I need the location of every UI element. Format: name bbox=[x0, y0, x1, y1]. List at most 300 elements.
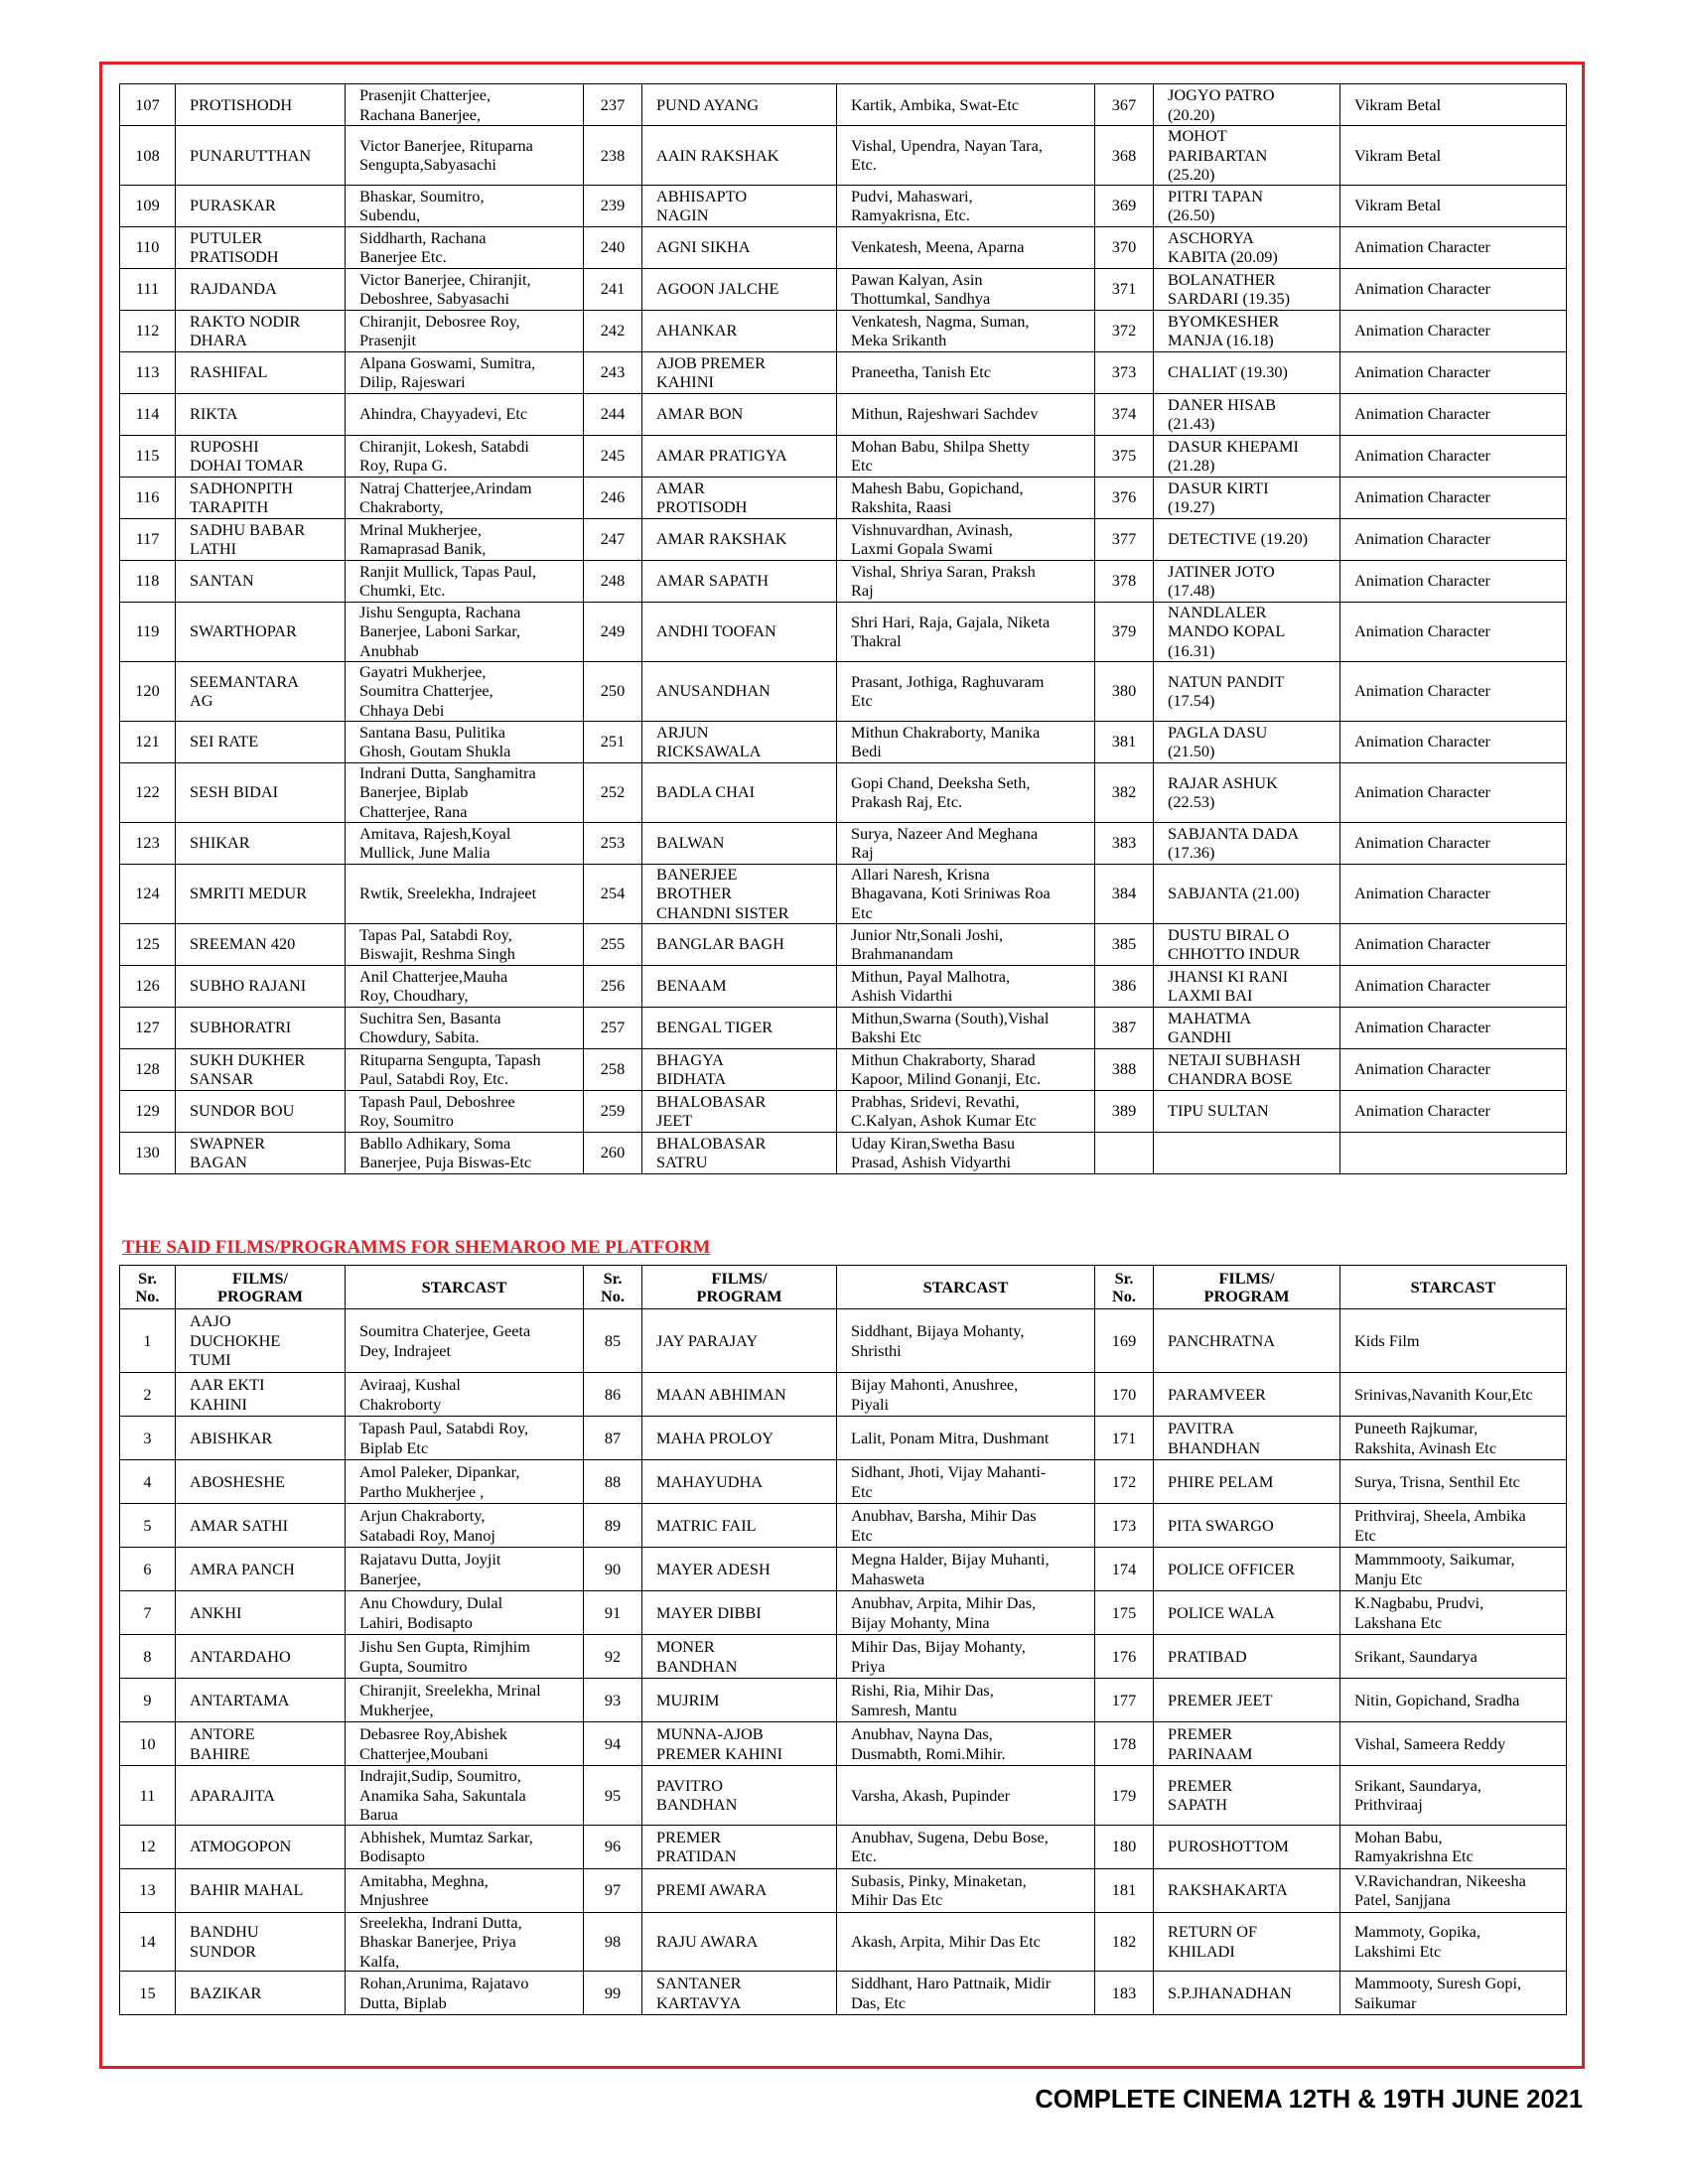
starcast-cell: Natraj Chatterjee,Arindam Chakraborty, bbox=[346, 477, 584, 518]
films-table-shemaroo-body bbox=[120, 1309, 1567, 2015]
film-title-cell: SUBHORATRI bbox=[176, 1007, 346, 1048]
sr-no-cell: 241 bbox=[584, 268, 642, 310]
table-row bbox=[120, 923, 1567, 965]
table-row bbox=[120, 864, 1567, 923]
header-sr-no: Sr. No. bbox=[584, 1266, 642, 1309]
starcast-cell: Jishu Sen Gupta, Rimjhim Gupta, Soumitro bbox=[346, 1635, 584, 1679]
starcast-cell: Puneeth Rajkumar, Rakshita, Avinash Etc bbox=[1340, 1417, 1567, 1460]
sr-no-cell: 375 bbox=[1095, 435, 1154, 477]
film-title-cell: AMAR PROTISODH bbox=[642, 477, 837, 518]
starcast-cell: Prasenjit Chatterjee, Rachana Banerjee, bbox=[346, 84, 584, 126]
film-title-cell: ANDHI TOOFAN bbox=[642, 602, 837, 661]
starcast-cell: Surya, Trisna, Senthil Etc bbox=[1340, 1460, 1567, 1504]
table-row bbox=[120, 1679, 1567, 1722]
sr-no-cell: 381 bbox=[1095, 721, 1154, 762]
film-title-cell: PURASKAR bbox=[176, 185, 346, 226]
header-starcast: STARCAST bbox=[1340, 1266, 1567, 1309]
film-title-cell: JHANSI KI RANI LAXMI BAI bbox=[1154, 965, 1340, 1007]
starcast-cell: Animation Character bbox=[1340, 1007, 1567, 1048]
table-row bbox=[120, 1868, 1567, 1912]
starcast-cell: Rituparna Sengupta, Tapash Paul, Satabdi Roy, Etc. bbox=[346, 1048, 584, 1090]
starcast-cell: Soumitra Chaterjee, Geeta Dey, Indrajeet bbox=[346, 1309, 584, 1373]
starcast-cell: Venkatesh, Nagma, Suman, Meka Srikanth bbox=[837, 310, 1095, 351]
table-header-row bbox=[120, 1266, 1567, 1309]
film-title-cell: PREMER JEET bbox=[1154, 1679, 1340, 1722]
sr-no-cell: 257 bbox=[584, 1007, 642, 1048]
film-title-cell: PAGLA DASU (21.50) bbox=[1154, 721, 1340, 762]
table-row bbox=[120, 1090, 1567, 1132]
film-title-cell: MUNNA-AJOB PREMER KAHINI bbox=[642, 1722, 837, 1766]
film-title-cell: BALWAN bbox=[642, 822, 837, 864]
sr-no-cell: 380 bbox=[1095, 661, 1154, 721]
film-title-cell: MAHAYUDHA bbox=[642, 1460, 837, 1504]
starcast-cell: Animation Character bbox=[1340, 1048, 1567, 1090]
sr-no-cell: 112 bbox=[120, 310, 176, 351]
film-title-cell: JOGYO PATRO (20.20) bbox=[1154, 84, 1340, 126]
starcast-cell: Animation Character bbox=[1340, 393, 1567, 435]
sr-no-cell: 116 bbox=[120, 477, 176, 518]
starcast-cell: Amitava, Rajesh,Koyal Mullick, June Malia bbox=[346, 822, 584, 864]
sr-no-cell: 238 bbox=[584, 126, 642, 186]
sr-no-cell: 86 bbox=[584, 1373, 642, 1417]
starcast-cell: Nitin, Gopichand, Sradha bbox=[1340, 1679, 1567, 1722]
film-title-cell: NETAJI SUBHASH CHANDRA BOSE bbox=[1154, 1048, 1340, 1090]
sr-no-cell: 175 bbox=[1095, 1591, 1154, 1635]
starcast-cell: Amitabha, Meghna, Mnjushree bbox=[346, 1868, 584, 1912]
starcast-cell: Animation Character bbox=[1340, 477, 1567, 518]
sr-no-cell: 115 bbox=[120, 435, 176, 477]
starcast-cell: Sreelekha, Indrani Dutta, Bhaskar Banerjee, Priya Kalfa, bbox=[346, 1912, 584, 1972]
film-title-cell: JAY PARAJAY bbox=[642, 1309, 837, 1373]
table-row bbox=[120, 1309, 1567, 1373]
sr-no-cell: 371 bbox=[1095, 268, 1154, 310]
starcast-cell: Debasree Roy,Abishek Chatterjee,Moubani bbox=[346, 1722, 584, 1766]
sr-no-cell: 246 bbox=[584, 477, 642, 518]
table-row bbox=[120, 560, 1567, 602]
film-title-cell: DUSTU BIRAL O CHHOTTO INDUR bbox=[1154, 923, 1340, 965]
starcast-cell: Alpana Goswami, Sumitra, Dilip, Rajeswari bbox=[346, 351, 584, 393]
sr-no-cell: 171 bbox=[1095, 1417, 1154, 1460]
film-title-cell bbox=[1154, 1132, 1340, 1173]
film-title-cell: PREMI AWARA bbox=[642, 1868, 837, 1912]
starcast-cell: Mammmooty, Saikumar, Manju Etc bbox=[1340, 1548, 1567, 1591]
starcast-cell: Mithun Chakraborty, Sharad Kapoor, Milind Gonanji, Etc. bbox=[837, 1048, 1095, 1090]
film-title-cell: BAZIKAR bbox=[176, 1972, 346, 2015]
sr-no-cell: 122 bbox=[120, 762, 176, 822]
sr-no-cell: 247 bbox=[584, 518, 642, 560]
sr-no-cell: 107 bbox=[120, 84, 176, 126]
film-title-cell: BANERJEE BROTHER CHANDNI SISTER bbox=[642, 864, 837, 923]
sr-no-cell: 174 bbox=[1095, 1548, 1154, 1591]
film-title-cell: BANGLAR BAGH bbox=[642, 923, 837, 965]
film-title-cell: ANTARDAHO bbox=[176, 1635, 346, 1679]
sr-no-cell: 92 bbox=[584, 1635, 642, 1679]
starcast-cell: Animation Character bbox=[1340, 351, 1567, 393]
starcast-cell: Animation Character bbox=[1340, 864, 1567, 923]
starcast-cell: Anil Chatterjee,Mauha Roy, Choudhary, bbox=[346, 965, 584, 1007]
table-row bbox=[120, 1825, 1567, 1868]
film-title-cell: BHALOBASAR SATRU bbox=[642, 1132, 837, 1173]
starcast-cell: Vishal, Sameera Reddy bbox=[1340, 1722, 1567, 1766]
sr-no-cell: 99 bbox=[584, 1972, 642, 2015]
starcast-cell: Suchitra Sen, Basanta Chowdury, Sabita. bbox=[346, 1007, 584, 1048]
table-row bbox=[120, 310, 1567, 351]
sr-no-cell: 180 bbox=[1095, 1825, 1154, 1868]
sr-no-cell: 254 bbox=[584, 864, 642, 923]
sr-no-cell: 385 bbox=[1095, 923, 1154, 965]
starcast-cell: Junior Ntr,Sonali Joshi, Brahmanandam bbox=[837, 923, 1095, 965]
starcast-cell: Rishi, Ria, Mihir Das, Samresh, Mantu bbox=[837, 1679, 1095, 1722]
starcast-cell: Surya, Nazeer And Meghana Raj bbox=[837, 822, 1095, 864]
film-title-cell: AJOB PREMER KAHINI bbox=[642, 351, 837, 393]
sr-no-cell: 388 bbox=[1095, 1048, 1154, 1090]
sr-no-cell: 111 bbox=[120, 268, 176, 310]
starcast-cell: Abhishek, Mumtaz Sarkar, Bodisapto bbox=[346, 1825, 584, 1868]
sr-no-cell: 127 bbox=[120, 1007, 176, 1048]
table-row bbox=[120, 226, 1567, 268]
starcast-cell: Mithun,Swarna (South),Vishal Bakshi Etc bbox=[837, 1007, 1095, 1048]
sr-no-cell: 96 bbox=[584, 1825, 642, 1868]
film-title-cell: RUPOSHI DOHAI TOMAR bbox=[176, 435, 346, 477]
sr-no-cell: 255 bbox=[584, 923, 642, 965]
sr-no-cell: 182 bbox=[1095, 1912, 1154, 1972]
starcast-cell: Animation Character bbox=[1340, 822, 1567, 864]
starcast-cell: Chiranjit, Sreelekha, Mrinal Mukherjee, bbox=[346, 1679, 584, 1722]
film-title-cell: MATRIC FAIL bbox=[642, 1504, 837, 1548]
starcast-cell: Allari Naresh, Krisna Bhagavana, Koti Sriniwas Roa Etc bbox=[837, 864, 1095, 923]
sr-no-cell: 126 bbox=[120, 965, 176, 1007]
sr-no-cell: 129 bbox=[120, 1090, 176, 1132]
film-title-cell: SWAPNER BAGAN bbox=[176, 1132, 346, 1173]
table-row bbox=[120, 1722, 1567, 1766]
film-title-cell: MAHA PROLOY bbox=[642, 1417, 837, 1460]
starcast-cell: Amol Paleker, Dipankar, Partho Mukherjee , bbox=[346, 1460, 584, 1504]
sr-no-cell: 8 bbox=[120, 1635, 176, 1679]
starcast-cell: Prasant, Jothiga, Raghuvaram Etc bbox=[837, 661, 1095, 721]
sr-no-cell: 5 bbox=[120, 1504, 176, 1548]
film-title-cell: AHANKAR bbox=[642, 310, 837, 351]
sr-no-cell: 374 bbox=[1095, 393, 1154, 435]
starcast-cell: Vishal, Upendra, Nayan Tara, Etc. bbox=[837, 126, 1095, 186]
sr-no-cell: 373 bbox=[1095, 351, 1154, 393]
film-title-cell: ABOSHESHE bbox=[176, 1460, 346, 1504]
film-title-cell: SESH BIDAI bbox=[176, 762, 346, 822]
starcast-cell: Kids Film bbox=[1340, 1309, 1567, 1373]
sr-no-cell: 95 bbox=[584, 1766, 642, 1826]
sr-no-cell: 382 bbox=[1095, 762, 1154, 822]
footer-issue-line: COMPLETE CINEMA 12TH & 19TH JUNE 2021 bbox=[1035, 2086, 1583, 2114]
sr-no-cell: 13 bbox=[120, 1868, 176, 1912]
film-title-cell: DANER HISAB (21.43) bbox=[1154, 393, 1340, 435]
header-sr-no: Sr. No. bbox=[1095, 1266, 1154, 1309]
film-title-cell: RETURN OF KHILADI bbox=[1154, 1912, 1340, 1972]
sr-no-cell: 389 bbox=[1095, 1090, 1154, 1132]
sr-no-cell: 386 bbox=[1095, 965, 1154, 1007]
film-title-cell: ANUSANDHAN bbox=[642, 661, 837, 721]
sr-no-cell: 178 bbox=[1095, 1722, 1154, 1766]
film-title-cell: ANTARTAMA bbox=[176, 1679, 346, 1722]
table-row bbox=[120, 1417, 1567, 1460]
starcast-cell: Bijay Mahonti, Anushree, Piyali bbox=[837, 1373, 1095, 1417]
table-row bbox=[120, 762, 1567, 822]
table-row bbox=[120, 393, 1567, 435]
starcast-cell: Animation Character bbox=[1340, 560, 1567, 602]
film-title-cell: ANTORE BAHIRE bbox=[176, 1722, 346, 1766]
table-row bbox=[120, 661, 1567, 721]
starcast-cell: Babllo Adhikary, Soma Banerjee, Puja Biswas-Etc bbox=[346, 1132, 584, 1173]
film-title-cell: ABISHKAR bbox=[176, 1417, 346, 1460]
film-title-cell: BYOMKESHER MANJA (16.18) bbox=[1154, 310, 1340, 351]
sr-no-cell: 183 bbox=[1095, 1972, 1154, 2015]
starcast-cell: Rwtik, Sreelekha, Indrajeet bbox=[346, 864, 584, 923]
table-row bbox=[120, 126, 1567, 186]
header-film: FILMS/ PROGRAM bbox=[176, 1266, 346, 1309]
sr-no-cell: 108 bbox=[120, 126, 176, 186]
starcast-cell: Srinivas,Navanith Kour,Etc bbox=[1340, 1373, 1567, 1417]
sr-no-cell: 240 bbox=[584, 226, 642, 268]
section-title: THE SAID FILMS/PROGRAMMS FOR SHEMAROO ME PLATFORM bbox=[122, 1237, 711, 1258]
film-title-cell: SHIKAR bbox=[176, 822, 346, 864]
starcast-cell: Varsha, Akash, Pupinder bbox=[837, 1766, 1095, 1826]
starcast-cell: Anu Chowdury, Dulal Lahiri, Bodisapto bbox=[346, 1591, 584, 1635]
film-title-cell: PHIRE PELAM bbox=[1154, 1460, 1340, 1504]
table-row bbox=[120, 1591, 1567, 1635]
sr-no-cell: 376 bbox=[1095, 477, 1154, 518]
starcast-cell: Anubhav, Sugena, Debu Bose, Etc. bbox=[837, 1825, 1095, 1868]
sr-no-cell: 117 bbox=[120, 518, 176, 560]
film-title-cell: PANCHRATNA bbox=[1154, 1309, 1340, 1373]
sr-no-cell: 120 bbox=[120, 661, 176, 721]
sr-no-cell: 85 bbox=[584, 1309, 642, 1373]
starcast-cell: Chiranjit, Debosree Roy, Prasenjit bbox=[346, 310, 584, 351]
film-title-cell: SEEMANTARA AG bbox=[176, 661, 346, 721]
starcast-cell: Pawan Kalyan, Asin Thottumkal, Sandhya bbox=[837, 268, 1095, 310]
sr-no-cell: 169 bbox=[1095, 1309, 1154, 1373]
starcast-cell: Vishal, Shriya Saran, Praksh Raj bbox=[837, 560, 1095, 602]
sr-no-cell: 123 bbox=[120, 822, 176, 864]
sr-no-cell: 384 bbox=[1095, 864, 1154, 923]
sr-no-cell: 14 bbox=[120, 1912, 176, 1972]
sr-no-cell: 93 bbox=[584, 1679, 642, 1722]
table-row bbox=[120, 1132, 1567, 1173]
starcast-cell: Animation Character bbox=[1340, 602, 1567, 661]
table-row bbox=[120, 1460, 1567, 1504]
sr-no-cell: 11 bbox=[120, 1766, 176, 1826]
starcast-cell: Mithun, Payal Malhotra, Ashish Vidarthi bbox=[837, 965, 1095, 1007]
film-title-cell: AMAR SAPATH bbox=[642, 560, 837, 602]
sr-no-cell: 256 bbox=[584, 965, 642, 1007]
sr-no-cell: 370 bbox=[1095, 226, 1154, 268]
sr-no-cell: 245 bbox=[584, 435, 642, 477]
starcast-cell: Rajatavu Dutta, Joyjit Banerjee, bbox=[346, 1548, 584, 1591]
table-row bbox=[120, 435, 1567, 477]
film-title-cell: AMAR BON bbox=[642, 393, 837, 435]
sr-no-cell: 3 bbox=[120, 1417, 176, 1460]
starcast-cell: Mohan Babu, Ramyakrishna Etc bbox=[1340, 1825, 1567, 1868]
film-title-cell: ABHISAPTO NAGIN bbox=[642, 185, 837, 226]
starcast-cell: Siddharth, Rachana Banerjee Etc. bbox=[346, 226, 584, 268]
starcast-cell: Animation Character bbox=[1340, 661, 1567, 721]
starcast-cell: Gopi Chand, Deeksha Seth, Prakash Raj, Etc. bbox=[837, 762, 1095, 822]
film-title-cell: SUNDOR BOU bbox=[176, 1090, 346, 1132]
starcast-cell: Santana Basu, Pulitika Ghosh, Goutam Shukla bbox=[346, 721, 584, 762]
starcast-cell: Mammooty, Suresh Gopi, Saikumar bbox=[1340, 1972, 1567, 2015]
table-row bbox=[120, 1548, 1567, 1591]
starcast-cell: Prabhas, Sridevi, Revathi, C.Kalyan, Ashok Kumar Etc bbox=[837, 1090, 1095, 1132]
film-title-cell: CHALIAT (19.30) bbox=[1154, 351, 1340, 393]
film-title-cell: PITRI TAPAN (26.50) bbox=[1154, 185, 1340, 226]
film-title-cell: POLICE WALA bbox=[1154, 1591, 1340, 1635]
film-title-cell: PUTULER PRATISODH bbox=[176, 226, 346, 268]
sr-no-cell: 251 bbox=[584, 721, 642, 762]
sr-no-cell: 121 bbox=[120, 721, 176, 762]
table-row bbox=[120, 602, 1567, 661]
table-row bbox=[120, 1504, 1567, 1548]
film-title-cell: MAAN ABHIMAN bbox=[642, 1373, 837, 1417]
starcast-cell: Ahindra, Chayyadevi, Etc bbox=[346, 393, 584, 435]
header-sr-no: Sr. No. bbox=[120, 1266, 176, 1309]
film-title-cell: DASUR KIRTI (19.27) bbox=[1154, 477, 1340, 518]
sr-no-cell: 114 bbox=[120, 393, 176, 435]
sr-no-cell: 252 bbox=[584, 762, 642, 822]
film-title-cell: SREEMAN 420 bbox=[176, 923, 346, 965]
film-title-cell: PUROSHOTTOM bbox=[1154, 1825, 1340, 1868]
film-title-cell: AMRA PANCH bbox=[176, 1548, 346, 1591]
starcast-cell: Lalit, Ponam Mitra, Dushmant bbox=[837, 1417, 1095, 1460]
table-row bbox=[120, 1373, 1567, 1417]
film-title-cell: ASCHORYA KABITA (20.09) bbox=[1154, 226, 1340, 268]
starcast-cell: Indrajit,Sudip, Soumitro, Anamika Saha, Sakuntala Barua bbox=[346, 1766, 584, 1826]
film-title-cell: BADLA CHAI bbox=[642, 762, 837, 822]
starcast-cell: Siddhant, Bijaya Mohanty, Shristhi bbox=[837, 1309, 1095, 1373]
sr-no-cell: 109 bbox=[120, 185, 176, 226]
film-title-cell: AMAR RAKSHAK bbox=[642, 518, 837, 560]
films-table-upper-body bbox=[120, 84, 1567, 1174]
film-title-cell: TIPU SULTAN bbox=[1154, 1090, 1340, 1132]
sr-no-cell: 110 bbox=[120, 226, 176, 268]
film-title-cell: SANTAN bbox=[176, 560, 346, 602]
sr-no-cell: 87 bbox=[584, 1417, 642, 1460]
film-title-cell: PROTISHODH bbox=[176, 84, 346, 126]
sr-no-cell: 10 bbox=[120, 1722, 176, 1766]
starcast-cell: K.Nagbabu, Prudvi, Lakshana Etc bbox=[1340, 1591, 1567, 1635]
starcast-cell: Animation Character bbox=[1340, 518, 1567, 560]
sr-no-cell: 7 bbox=[120, 1591, 176, 1635]
film-title-cell: MAYER DIBBI bbox=[642, 1591, 837, 1635]
film-title-cell: BENAAM bbox=[642, 965, 837, 1007]
table-row bbox=[120, 1007, 1567, 1048]
sr-no-cell: 173 bbox=[1095, 1504, 1154, 1548]
sr-no-cell: 383 bbox=[1095, 822, 1154, 864]
film-title-cell: ARJUN RICKSAWALA bbox=[642, 721, 837, 762]
sr-no-cell: 377 bbox=[1095, 518, 1154, 560]
film-title-cell: RAJU AWARA bbox=[642, 1912, 837, 1972]
film-title-cell: PUNARUTTHAN bbox=[176, 126, 346, 186]
starcast-cell: Prithviraj, Sheela, Ambika Etc bbox=[1340, 1504, 1567, 1548]
film-title-cell: SWARTHOPAR bbox=[176, 602, 346, 661]
starcast-cell: Anubhav, Nayna Das, Dusmabth, Romi.Mihir. bbox=[837, 1722, 1095, 1766]
sr-no-cell: 242 bbox=[584, 310, 642, 351]
sr-no-cell: 1 bbox=[120, 1309, 176, 1373]
table-row bbox=[120, 721, 1567, 762]
film-title-cell: PAVITRO BANDHAN bbox=[642, 1766, 837, 1826]
table-row bbox=[120, 1912, 1567, 1972]
starcast-cell: Animation Character bbox=[1340, 965, 1567, 1007]
sr-no-cell: 369 bbox=[1095, 185, 1154, 226]
film-title-cell: BHAGYA BIDHATA bbox=[642, 1048, 837, 1090]
film-title-cell: SABJANTA DADA (17.36) bbox=[1154, 822, 1340, 864]
sr-no-cell: 89 bbox=[584, 1504, 642, 1548]
sr-no-cell: 4 bbox=[120, 1460, 176, 1504]
film-title-cell: AAJO DUCHOKHE TUMI bbox=[176, 1309, 346, 1373]
film-title-cell: AMAR SATHI bbox=[176, 1504, 346, 1548]
starcast-cell: Kartik, Ambika, Swat-Etc bbox=[837, 84, 1095, 126]
film-title-cell: MAYER ADESH bbox=[642, 1548, 837, 1591]
film-title-cell: SANTANER KARTAVYA bbox=[642, 1972, 837, 2015]
starcast-cell: Victor Banerjee, Rituparna Sengupta,Sabyasachi bbox=[346, 126, 584, 186]
sr-no-cell: 119 bbox=[120, 602, 176, 661]
table-row bbox=[120, 965, 1567, 1007]
film-title-cell: RASHIFAL bbox=[176, 351, 346, 393]
starcast-cell: Praneetha, Tanish Etc bbox=[837, 351, 1095, 393]
starcast-cell: Bhaskar, Soumitro, Subendu, bbox=[346, 185, 584, 226]
sr-no-cell: 177 bbox=[1095, 1679, 1154, 1722]
starcast-cell: Mohan Babu, Shilpa Shetty Etc bbox=[837, 435, 1095, 477]
sr-no-cell: 248 bbox=[584, 560, 642, 602]
sr-no-cell: 243 bbox=[584, 351, 642, 393]
sr-no-cell: 118 bbox=[120, 560, 176, 602]
header-starcast: STARCAST bbox=[837, 1266, 1095, 1309]
film-title-cell: MONER BANDHAN bbox=[642, 1635, 837, 1679]
sr-no-cell: 12 bbox=[120, 1825, 176, 1868]
starcast-cell: Gayatri Mukherjee, Soumitra Chatterjee, Chhaya Debi bbox=[346, 661, 584, 721]
sr-no-cell: 368 bbox=[1095, 126, 1154, 186]
starcast-cell: Megna Halder, Bijay Muhanti, Mahasweta bbox=[837, 1548, 1095, 1591]
sr-no-cell: 88 bbox=[584, 1460, 642, 1504]
starcast-cell: Animation Character bbox=[1340, 762, 1567, 822]
film-title-cell: SADHONPITH TARAPITH bbox=[176, 477, 346, 518]
table-row bbox=[120, 822, 1567, 864]
starcast-cell: Pudvi, Mahaswari, Ramyakrisna, Etc. bbox=[837, 185, 1095, 226]
film-title-cell: RIKTA bbox=[176, 393, 346, 435]
sr-no-cell: 113 bbox=[120, 351, 176, 393]
starcast-cell: Mihir Das, Bijay Mohanty, Priya bbox=[837, 1635, 1095, 1679]
starcast-cell: Ranjit Mullick, Tapas Paul, Chumki, Etc. bbox=[346, 560, 584, 602]
table-row bbox=[120, 518, 1567, 560]
film-title-cell: AMAR PRATIGYA bbox=[642, 435, 837, 477]
sr-no-cell bbox=[1095, 1132, 1154, 1173]
film-title-cell: APARAJITA bbox=[176, 1766, 346, 1826]
film-title-cell: RAJAR ASHUK (22.53) bbox=[1154, 762, 1340, 822]
film-title-cell: MAHATMA GANDHI bbox=[1154, 1007, 1340, 1048]
sr-no-cell: 128 bbox=[120, 1048, 176, 1090]
starcast-cell: Tapas Pal, Satabdi Roy, Biswajit, Reshma Singh bbox=[346, 923, 584, 965]
sr-no-cell: 9 bbox=[120, 1679, 176, 1722]
starcast-cell: Shri Hari, Raja, Gajala, Niketa Thakral bbox=[837, 602, 1095, 661]
starcast-cell: Tapash Paul, Deboshree Roy, Soumitro bbox=[346, 1090, 584, 1132]
sr-no-cell: 239 bbox=[584, 185, 642, 226]
film-title-cell: BANDHU SUNDOR bbox=[176, 1912, 346, 1972]
sr-no-cell: 179 bbox=[1095, 1766, 1154, 1826]
film-title-cell: BHALOBASAR JEET bbox=[642, 1090, 837, 1132]
starcast-cell: Animation Character bbox=[1340, 268, 1567, 310]
sr-no-cell: 237 bbox=[584, 84, 642, 126]
starcast-cell: Venkatesh, Meena, Aparna bbox=[837, 226, 1095, 268]
sr-no-cell: 259 bbox=[584, 1090, 642, 1132]
film-title-cell: SABJANTA (21.00) bbox=[1154, 864, 1340, 923]
film-title-cell: BENGAL TIGER bbox=[642, 1007, 837, 1048]
sr-no-cell: 258 bbox=[584, 1048, 642, 1090]
